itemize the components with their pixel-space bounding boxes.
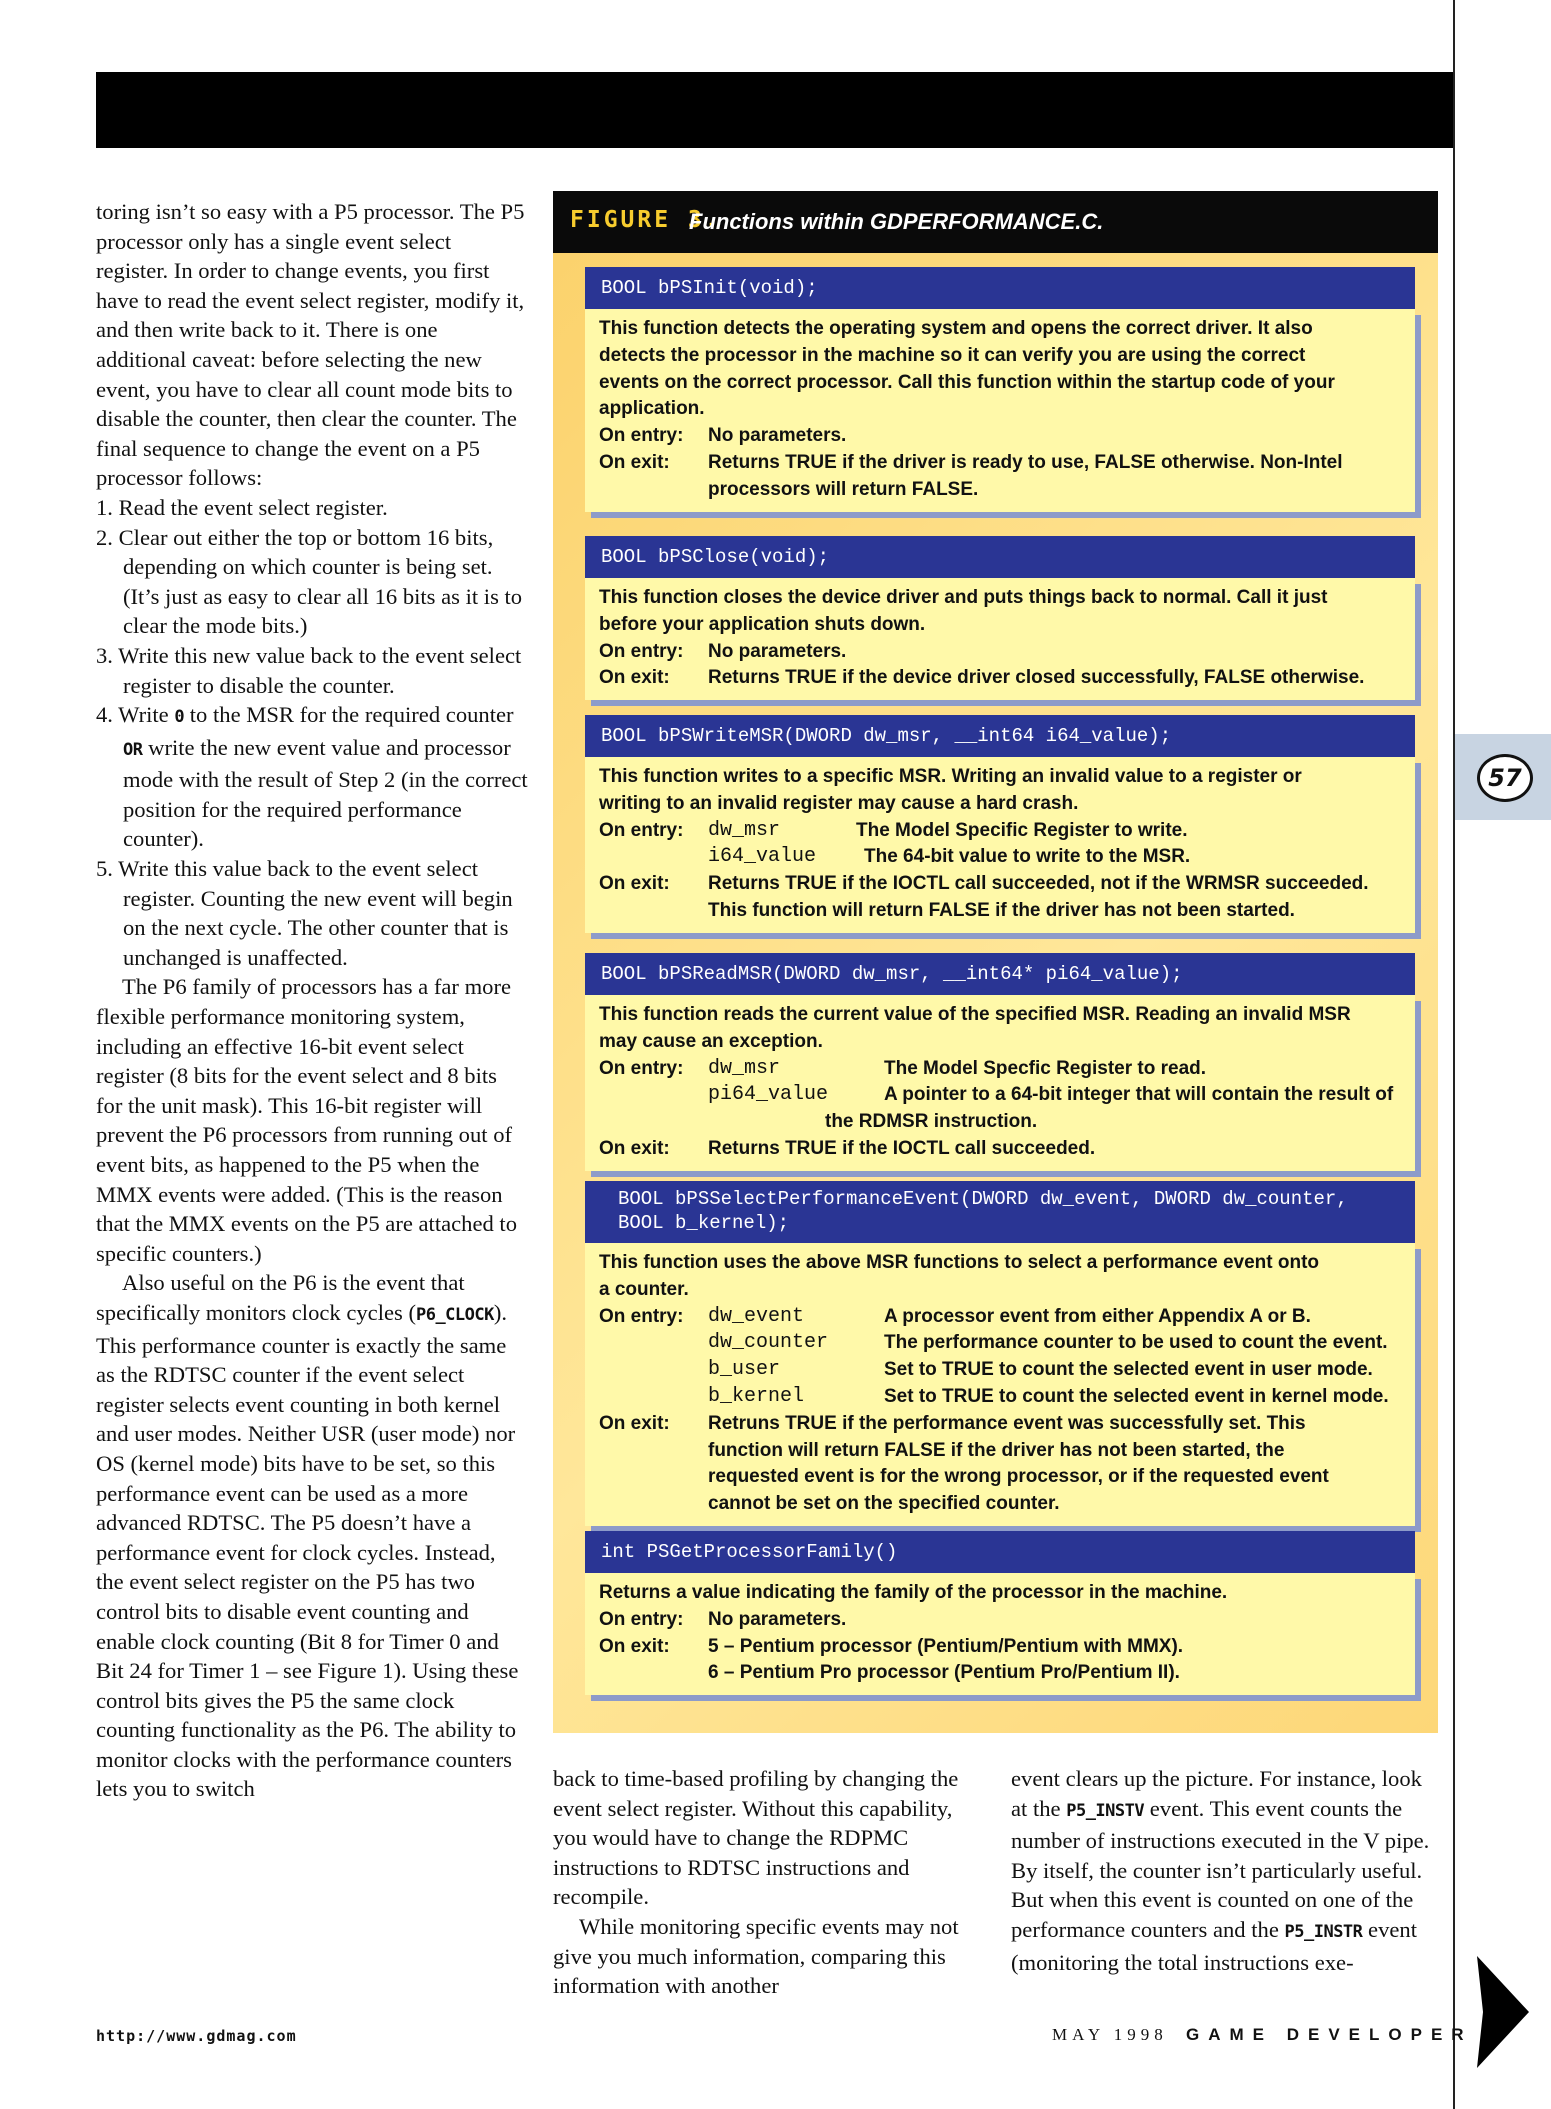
on-exit-value: Returns TRUE if the IOCTL call succeeded, not if the WRMSR succeeded. [708, 873, 1369, 895]
list-item [96, 700, 528, 733]
paragraph-text: event. This event counts the number of instructions executed in the V pipe. By itself, the counter isn’t particularly useful. But when this event is counted on one of the performance counters and the [1011, 1795, 1430, 1942]
param-desc: The Model Specific Register to write. [856, 819, 1188, 841]
on-exit-label: On exit: [599, 1412, 670, 1434]
function-signature [585, 1181, 1415, 1243]
function-signature: int PSGetProcessorFamily() [585, 1531, 1415, 1573]
desc-line: writing to an invalid register may cause a hard crash. [599, 792, 1079, 814]
footer-date: MAY 1998 [1052, 2025, 1168, 2044]
paragraph: The P6 family of processors has a far more flexible performance monitoring system, including an effective 16-bit event select register (8 bits for the event select and 8 bits for the unit mask). This 16-bit register will prevent the P6 processors from running out of event bits, as happened to the P5 when the MMX events were added. (This is the reason that the MMX events on the P5 are attached to specific counters.) [96, 974, 518, 1266]
list-item: 3. Write this new value back to the event select register to disable the counter. [96, 642, 522, 698]
list-item: 5. Write this value back to the event select register. Counting the new event will begin on the next cycle. The other counter that is unchanged is unaffected. [96, 856, 513, 970]
paragraph-text: event clears up the picture. For instance, look at the [1011, 1766, 1422, 1821]
on-entry-label: On entry: [599, 640, 684, 662]
on-entry-value: No parameters. [708, 1608, 847, 1630]
function-description [585, 995, 1415, 1171]
figure-label: FIGURE 3. [570, 207, 722, 233]
function-description [585, 1243, 1415, 1526]
exit-row-continued [599, 1438, 1407, 1465]
code-zero: 0 [174, 707, 185, 728]
paragraph [1011, 1764, 1443, 1977]
on-entry-label: On entry: [599, 1305, 684, 1327]
exit-row-continued [599, 1660, 1407, 1687]
on-exit-value: Retruns TRUE if the performance event was successfully set. This [708, 1412, 1306, 1434]
on-exit-label: On exit: [599, 873, 670, 895]
entry-row [599, 639, 1407, 666]
on-exit-value: function will return FALSE if the driver has not been started, the [708, 1439, 1285, 1461]
page-tab [1455, 734, 1551, 820]
exit-row [599, 1136, 1407, 1163]
function-entry-bpsreadmsr [585, 953, 1415, 1171]
desc-line: a counter. [599, 1278, 689, 1300]
function-signature: BOOL bPSReadMSR(DWORD dw_msr, __int64* pi64_value); [585, 953, 1415, 995]
on-exit-value: cannot be set on the specified counter. [708, 1493, 1060, 1515]
param-name: dw_msr [708, 818, 781, 842]
on-exit-value: processors will return FALSE. [708, 478, 979, 500]
header-bar [96, 72, 1455, 148]
param-name: dw_counter [708, 1331, 829, 1355]
param-name: dw_event [708, 1304, 805, 1328]
exit-row-continued [599, 477, 1407, 504]
entry-row [599, 423, 1407, 450]
on-entry-label: On entry: [599, 425, 684, 447]
paragraph: back to time-based profiling by changing the event select register. Without this capability, you would have to change the RDPMC instructions to RDTSC instructions and recompile. [553, 1766, 959, 1910]
function-entry-bpsclose [585, 536, 1415, 700]
paragraph: toring isn’t so easy with a P5 processor. The P5 processor only has a single event select register. In order to change events, you first have to read the event select register, modify it, and then write back to it. There is one additional caveat: before selecting the new event, you have to clear all count mode bits to disable the counter, then clear the counter. The final sequence to change the event on a P5 processor follows: [96, 199, 525, 491]
page-edge-rule [1453, 0, 1455, 2109]
on-exit-label: On exit: [599, 1137, 670, 1159]
paragraph [96, 1268, 528, 1804]
list-item: 1. Read the event select register. [96, 494, 388, 520]
param-row [599, 1056, 1407, 1083]
param-row [599, 1304, 1407, 1331]
param-name: i64_value [708, 845, 817, 869]
param-desc: A pointer to a 64-bit integer that will contain the result of [884, 1084, 1394, 1106]
desc-line: This function detects the operating system and opens the correct driver. It also [599, 318, 1313, 339]
desc-line: application. [599, 398, 705, 420]
footer-url[interactable]: http://www.gdmag.com [96, 2027, 297, 2045]
footer-magazine-name: GAME DEVELOPER [1186, 2025, 1473, 2044]
function-description [585, 309, 1415, 512]
param-desc: Set to TRUE to count the selected event in user mode. [884, 1359, 1373, 1381]
desc-line: detects the processor in the machine so it can verify you are using the correct [599, 344, 1306, 366]
signature-line: BOOL b_kernel); [618, 1212, 790, 1234]
desc-line: may cause an exception. [599, 1030, 823, 1052]
right-column [1011, 1764, 1443, 1977]
param-desc: The Model Specfic Register to read. [884, 1057, 1207, 1079]
param-row [599, 1082, 1407, 1109]
function-signature: BOOL bPSWriteMSR(DWORD dw_msr, __int64 i64_value); [585, 715, 1415, 757]
paragraph-text: Also useful on the P6 is the event that specifically monitors clock cycles ( [96, 1270, 465, 1325]
param-row [599, 844, 1407, 871]
paragraph-text: event (monitoring the total instructions exe- [1011, 1916, 1417, 1975]
desc-line: This function uses the above MSR functions to select a performance event onto [599, 1252, 1320, 1273]
on-exit-label: On exit: [599, 1635, 670, 1657]
on-exit-value: Returns TRUE if the driver is ready to use, FALSE otherwise. Non-Intel [708, 451, 1343, 473]
on-exit-label: On exit: [599, 451, 670, 473]
function-entry-bpsinit [585, 267, 1415, 512]
figure-caption: Functions within GDPERFORMANCE.C. [689, 209, 1104, 234]
param-desc: Set to TRUE to count the selected event in kernel mode. [884, 1385, 1389, 1407]
on-exit-value: Returns TRUE if the device driver closed successfully, FALSE otherwise. [708, 667, 1365, 689]
on-exit-value: 6 – Pentium Pro processor (Pentium Pro/Pentium II). [708, 1662, 1180, 1684]
step4-text: write the new event value and processor mode with the result of Step 2 (in the correct position for the required performance counter). [123, 734, 528, 852]
step4-text: to the MSR for the required counter [184, 702, 514, 728]
on-exit-value: Returns TRUE if the IOCTL call succeeded. [708, 1137, 1096, 1159]
desc-line: This function reads the current value of the specified MSR. Reading an invalid MSR [599, 1004, 1351, 1025]
exit-row-continued [599, 1464, 1407, 1491]
desc-line: This function closes the device driver and puts things back to normal. Call it just [599, 587, 1328, 608]
param-desc: The 64-bit value to write to the MSR. [864, 846, 1191, 868]
function-entry-psgetprocessorfamily [585, 1531, 1415, 1695]
next-page-arrow-icon[interactable] [1477, 1956, 1529, 2068]
list-item-continued [96, 733, 528, 854]
desc-line: before your application shuts down. [599, 613, 926, 635]
exit-row [599, 871, 1407, 898]
on-exit-value: 5 – Pentium processor (Pentium/Pentium with MMX). [708, 1635, 1184, 1657]
code-p5-instr: P5_INSTR [1284, 1921, 1363, 1942]
paragraph-text: ). This performance counter is exactly the same as the RDTSC counter if the event select register selects event counting in both kernel and user modes. Neither USR (user mode) nor OS (kernel mode) bits have to be set, so this performance event can be used as a more advanced RDTSC. The P5 doesn’t have a performance event for clock cycles. Instead, the event select register on the P5 has two control bits to disable event counting and enable clock counting (Bit 8 for Timer 0 and Bit 24 for Timer 1 – see Figure 1). Using these control bits gives the P5 the same clock counting functionality as the P6. The ability to monitor clocks with the performance counters lets you to switch [96, 1299, 519, 1802]
exit-row-continued [599, 1491, 1407, 1518]
param-name: dw_msr [708, 1056, 781, 1080]
exit-row [599, 450, 1407, 477]
on-entry-value: No parameters. [708, 425, 847, 447]
desc-line: Returns a value indicating the family of the processor in the machine. [599, 1582, 1228, 1603]
signature-line: BOOL bPSSelectPerformanceEvent(DWORD dw_event, DWORD dw_counter, [618, 1188, 1348, 1210]
function-description [585, 1573, 1415, 1695]
function-signature: BOOL bPSInit(void); [585, 267, 1415, 309]
code-p5-instv: P5_INSTV [1066, 1800, 1145, 1821]
list-item: 2. Clear out either the top or bottom 16 bits, depending on which counter is being set. (It’s just as easy to clear all 16 bits as it is to clear the mode bits.) [96, 524, 523, 639]
paragraph: While monitoring specific events may not give you much information, comparing this information with another [553, 1913, 959, 1999]
figure-3 [553, 191, 1438, 1733]
desc-line: This function writes to a specific MSR. Writing an invalid value to a register or [599, 766, 1302, 787]
on-entry-label: On entry: [599, 1057, 684, 1079]
param-desc: The performance counter to be used to count the event. [884, 1332, 1388, 1354]
on-exit-value: requested event is for the wrong processor, or if the requested event [708, 1466, 1329, 1488]
function-description [585, 757, 1415, 933]
on-exit-label: On exit: [599, 667, 670, 689]
param-desc: A processor event from either Appendix A or B. [884, 1305, 1311, 1327]
exit-row [599, 665, 1407, 692]
middle-column [553, 1764, 989, 2001]
param-name: b_kernel [708, 1384, 805, 1408]
param-name: b_user [708, 1358, 781, 1382]
code-or: OR [123, 739, 143, 760]
param-row [599, 818, 1407, 845]
on-entry-label: On entry: [599, 1608, 684, 1630]
param-row [599, 1330, 1407, 1357]
param-desc: the RDMSR instruction. [825, 1111, 1038, 1133]
entry-row [599, 1607, 1407, 1634]
function-signature: BOOL bPSClose(void); [585, 536, 1415, 578]
exit-row-continued [599, 898, 1407, 925]
code-p6-clock: P6_CLOCK [415, 1304, 494, 1325]
on-entry-label: On entry: [599, 819, 684, 841]
function-entry-bpsselectperformanceevent [585, 1181, 1415, 1526]
on-exit-value: This function will return FALSE if the driver has not been started. [708, 899, 1295, 921]
on-entry-value: No parameters. [708, 640, 847, 662]
page-number: 57 [1477, 754, 1533, 802]
figure-title-bar [553, 191, 1438, 253]
function-entry-bpswritemsr [585, 715, 1415, 933]
param-row [599, 1384, 1407, 1411]
desc-line: events on the correct processor. Call this function within the startup code of your [599, 371, 1335, 393]
param-name: pi64_value [708, 1083, 829, 1107]
param-row [599, 1357, 1407, 1384]
param-row-continued [599, 1109, 1407, 1136]
exit-row [599, 1411, 1407, 1438]
exit-row [599, 1634, 1407, 1661]
left-column [96, 197, 528, 1804]
function-description [585, 578, 1415, 700]
step4-text: 4. Write [96, 702, 175, 728]
